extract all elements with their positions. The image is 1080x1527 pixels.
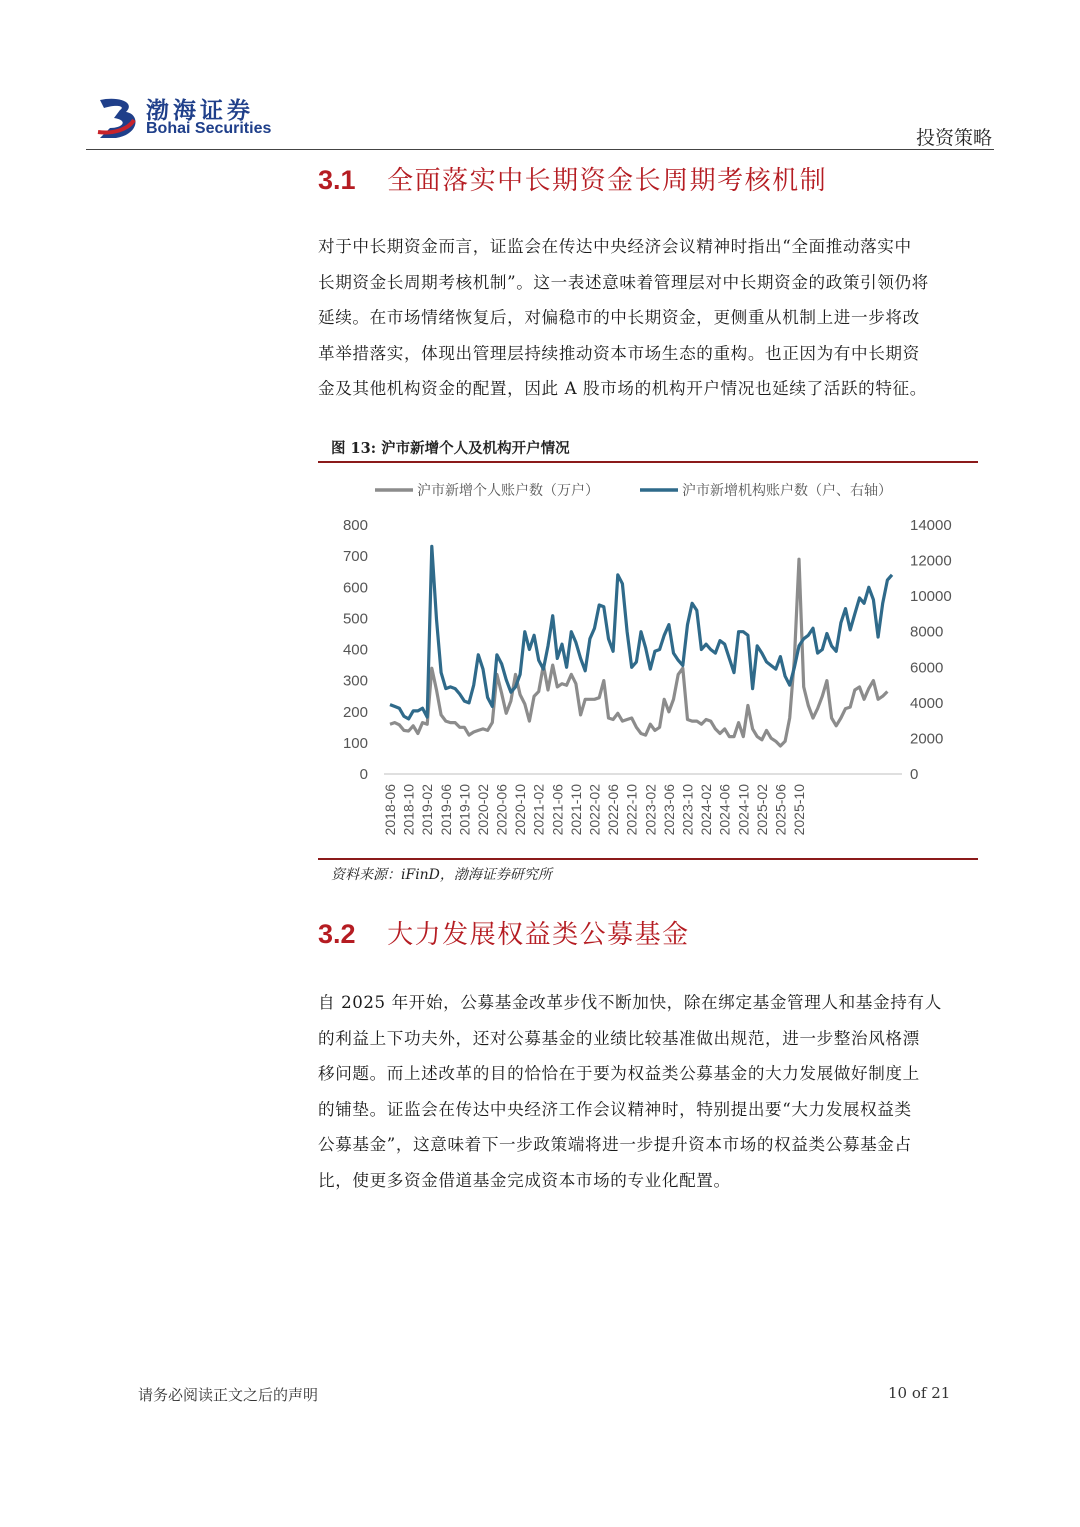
document-type: 投资策略	[915, 127, 992, 149]
section-heading-3-1	[318, 160, 827, 197]
y-left-tick-label: 700	[342, 548, 368, 566]
y-left-tick-label: 100	[342, 734, 368, 752]
y-right-tick-label: 14000	[910, 517, 952, 534]
paragraph-line: 金及其他机构资金的配置，因此 A 股市场的机构开户情况也延续了活跃的特征。	[318, 379, 927, 398]
x-tick-label: 2025-02	[753, 784, 770, 836]
x-tick-label: 2021-06	[549, 784, 566, 836]
y-right-tick-label: 4000	[910, 694, 944, 712]
account-openings-chart	[318, 470, 978, 856]
x-tick-label: 2023-10	[679, 784, 696, 836]
x-tick-label: 2022-02	[586, 784, 603, 836]
y-left-tick-label: 400	[342, 641, 368, 659]
x-tick-label: 2024-06	[716, 784, 733, 836]
section-heading-3-2	[318, 914, 690, 951]
paragraph-line: 革举措落实，体现出管理层持续推动资本市场生态的重构。也正因为有中长期资	[318, 343, 920, 363]
x-tick-label: 2024-10	[735, 784, 752, 836]
x-tick-label: 2021-02	[530, 784, 547, 836]
paragraph-line: 自 2025 年开始，公募基金改革步伐不断加快，除在绑定基金管理人和基金持有人	[318, 993, 942, 1012]
y-right-tick-label: 8000	[910, 623, 944, 641]
series-line-institution	[390, 546, 892, 719]
page-number: 10 of 21	[888, 1384, 951, 1402]
x-tick-label: 2020-10	[512, 784, 529, 836]
x-tick-label: 2022-10	[623, 784, 640, 836]
company-logo	[96, 94, 316, 142]
header-divider	[86, 149, 994, 150]
paragraph-line: 移问题。而上述改革的目的恰恰在于要为权益类公募基金的大力发展做好制度上	[318, 1064, 920, 1083]
section-title: 大力发展权益类公募基金	[387, 920, 690, 950]
section-number: 3.1	[318, 165, 356, 195]
x-tick-label: 2020-02	[474, 784, 491, 836]
y-right-tick-label: 10000	[910, 588, 952, 606]
y-right-tick-label: 6000	[910, 659, 944, 677]
x-tick-label: 2019-02	[419, 784, 436, 836]
x-tick-label: 2025-10	[791, 784, 808, 836]
paragraph-line: 公募基金”，这意味着下一步政策端将进一步提升资本市场的权益类公募基金占	[318, 1135, 912, 1154]
y-left-tick-label: 200	[342, 703, 368, 721]
y-left-tick-label: 800	[342, 517, 368, 534]
legend-label-individual: 沪市新增个人账户数（万户）	[417, 483, 599, 499]
y-right-tick-label: 12000	[910, 552, 952, 570]
section-title: 全面落实中长期资金长周期考核机制	[387, 166, 828, 196]
logo-mark-icon	[96, 94, 144, 142]
x-tick-label: 2022-06	[605, 784, 622, 836]
figure-source: 资料来源：iFinD，渤海证券研究所	[331, 867, 552, 883]
paragraph-line: 长期资金长周期考核机制”。这一表述意味着管理层对中长期资金的政策引领仍将	[318, 272, 929, 292]
x-tick-label: 2018-10	[400, 784, 417, 836]
y-left-tick-label: 0	[359, 766, 368, 783]
paragraph-line: 延续。在市场情绪恢复后，对偏稳市的中长期资金，更侧重从机制上进一步将改	[318, 308, 920, 327]
section-number: 3.2	[318, 919, 356, 949]
paragraph-line: 比，使更多资金借道基金完成资本市场的专业化配置。	[318, 1170, 731, 1190]
y-left-tick-label: 500	[342, 610, 368, 628]
x-tick-label: 2021-10	[567, 784, 584, 836]
x-tick-label: 2024-02	[698, 784, 715, 836]
y-right-tick-label: 0	[910, 766, 919, 783]
section-3-2-paragraph	[318, 985, 984, 1198]
y-left-tick-label: 300	[342, 672, 368, 690]
x-tick-label: 2023-02	[642, 784, 659, 836]
x-tick-label: 2019-10	[456, 784, 473, 836]
section-3-1-paragraph	[318, 229, 984, 407]
paragraph-line: 的利益上下功夫外，还对公募基金的业绩比较基准做出规范，进一步整治风格漂	[318, 1028, 920, 1048]
x-tick-label: 2018-06	[382, 784, 398, 836]
legend-label-institution: 沪市新增机构账户数（户、右轴）	[682, 483, 892, 499]
x-tick-label: 2023-06	[660, 784, 677, 836]
figure-top-rule	[318, 461, 978, 463]
x-tick-label: 2019-06	[437, 784, 454, 836]
figure-caption: 图 13: 沪市新增个人及机构开户情况	[331, 440, 570, 457]
x-tick-label: 2020-06	[493, 784, 510, 836]
y-right-tick-label: 2000	[910, 730, 944, 748]
paragraph-line: 对于中长期资金而言，证监会在传达中央经济会议精神时指出“全面推动落实中	[318, 237, 912, 256]
logo-english-name: Bohai Securities	[146, 120, 272, 137]
paragraph-line: 的铺垫。证监会在传达中央经济工作会议精神时，特别提出要“大力发展权益类	[318, 1099, 912, 1119]
logo-chinese-name: 渤海证券	[146, 98, 254, 124]
x-tick-label: 2025-06	[772, 784, 789, 836]
figure-bottom-rule	[318, 858, 978, 860]
footer-disclaimer: 请务必阅读正文之后的声明	[138, 1386, 319, 1404]
y-left-tick-label: 600	[342, 579, 368, 597]
